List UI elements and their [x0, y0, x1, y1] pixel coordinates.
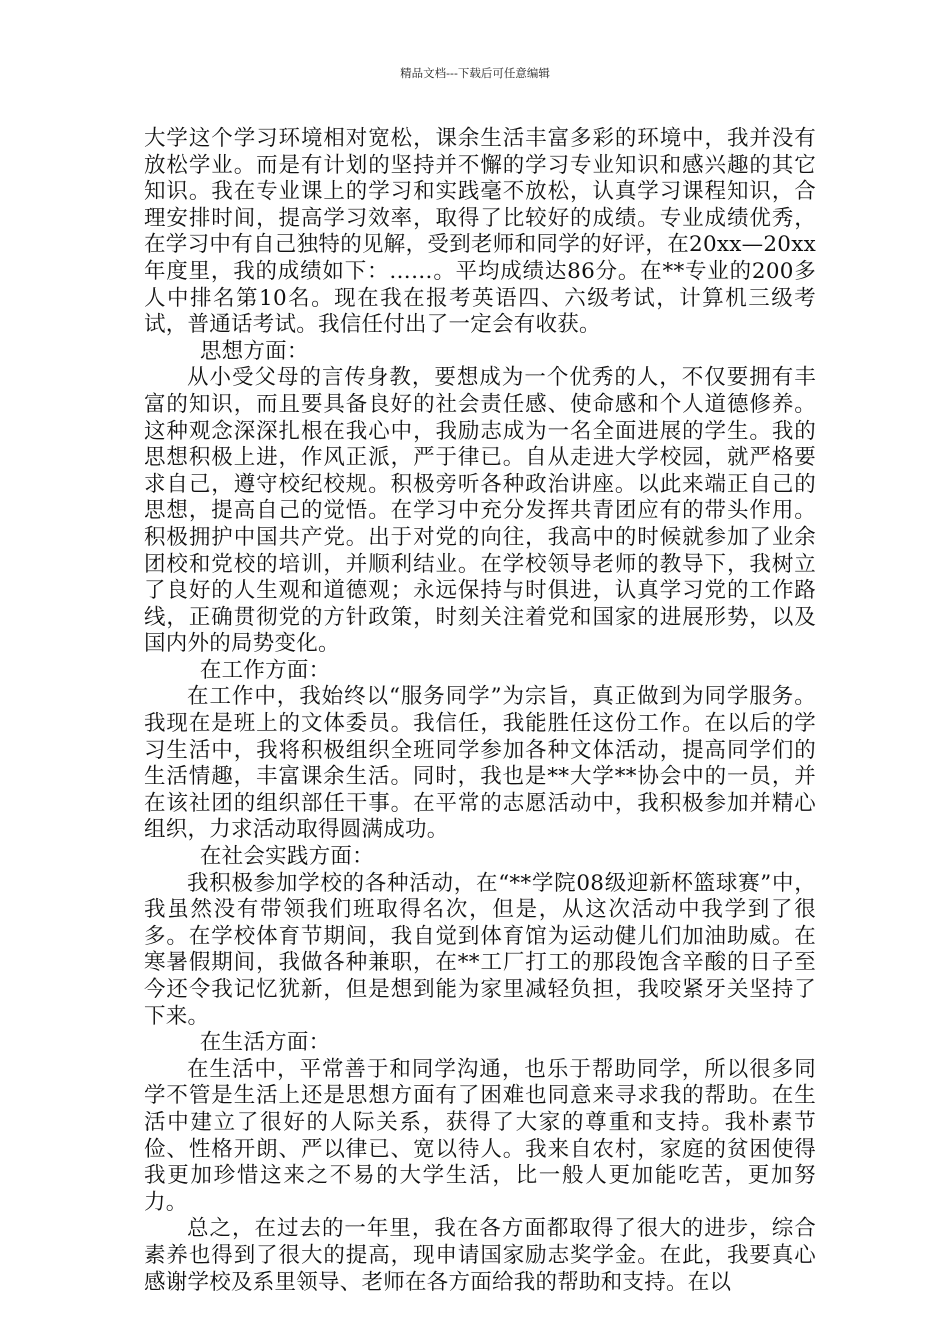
life-paragraph: 在生活中，平常善于和同学沟通，也乐于帮助同学，所以很多同学不管是生活上还是思想方面有了困难也同意来寻求我的帮助。在生活中建立了很好的人际关系，获得了大家的尊重和支持。我朴素节俭、性格开朗、严以律已、宽以待人。我来自农村，家庭的贫困使得我更加珍惜这来之不易的大学生活，比一般人更加能吃苦，更加努力。 [144, 1056, 816, 1215]
work-paragraph: 在工作中，我始终以“服务同学”为宗旨，真正做到为同学服务。我现在是班上的文体委员。我信任，我能胜任这份工作。在以后的学习生活中，我将积极组织全班同学参加各种文体活动，提高同学们的生活情趣，丰富课余生活。同时，我也是**大学**协会中的一员，并在该社团的组织部任干事。在平常的志愿活动中，我积极参加并精心组织，力求活动取得圆满成功。 [144, 684, 816, 843]
summary-paragraph: 总之，在过去的一年里，我在各方面都取得了很大的进步，综合素养也得到了很大的提高，现申请国家励志奖学金。在此，我要真心感谢学校及系里领导、老师在各方面给我的帮助和支持。在以 [144, 1216, 816, 1295]
thought-paragraph: 从小受父母的言传身教，要想成为一个优秀的人，不仅要拥有丰富的知识，而且要具备良好的社会责任感、使命感和个人道德修养。这种观念深深扎根在我心中，我励志成为一名全面进展的学生。我的思想积极上进，作风正派，严于律已。自从走进大学校园，就严格要求自己，遵守校纪校规。积极旁听各种政治讲座。以此来端正自己的思想，提高自己的觉悟。在学习中充分发挥共青团应有的带头作用。积极拥护中国共产党。出于对党的向往，我高中的时候就参加了业余团校和党校的培训，并顺利结业。在学校领导老师的教导下，我树立了良好的人生观和道德观；永远保持与时俱进，认真学习党的工作路线，正确贯彻党的方针政策，时刻关注着党和国家的进展形势，以及国内外的局势变化。 [144, 365, 816, 657]
life-heading: 在生活方面： [199, 1030, 331, 1056]
work-heading: 在工作方面： [199, 657, 331, 683]
study-paragraph: 大学这个学习环境相对宽松，课余生活丰富多彩的环境中，我并没有放松学业。而是有计划的坚持并不懈的学习专业知识和感兴趣的其它知识。我在专业课上的学习和实践毫不放松，认真学习课程知识，合理安排时间，提高学习效率，取得了比较好的成绩。专业成绩优秀，在学习中有自己独特的见解，受到老师和同学的好评，在20xx—20xx年度里，我的成绩如下：……。平均成绩达86分。在**专业的200多人中排名第10名。现在我在报考英语四、六级考试，计算机三级考试，普通话考试。我信任付出了一定会有收获。 [144, 126, 816, 338]
page-header: 精品文档---下载后可任意编辑 [400, 66, 550, 80]
document-body [144, 126, 816, 1296]
social-practice-paragraph: 我积极参加学校的各种活动，在“**学院08级迎新杯篮球赛”中，我虽然没有带领我们班取得名次，但是，从这次活动中我学到了很多。在学校体育节期间，我自觉到体育馆为运动健儿们加油助威。在寒暑假期间，我做各种兼职，在**工厂打工的那段饱含辛酸的日子至今还令我记忆犹新，但是想到能为家里减轻负担，我咬紧牙关坚持了下来。 [144, 870, 816, 1029]
social-practice-heading: 在社会实践方面： [199, 844, 374, 870]
thought-heading: 思想方面： [199, 338, 309, 364]
